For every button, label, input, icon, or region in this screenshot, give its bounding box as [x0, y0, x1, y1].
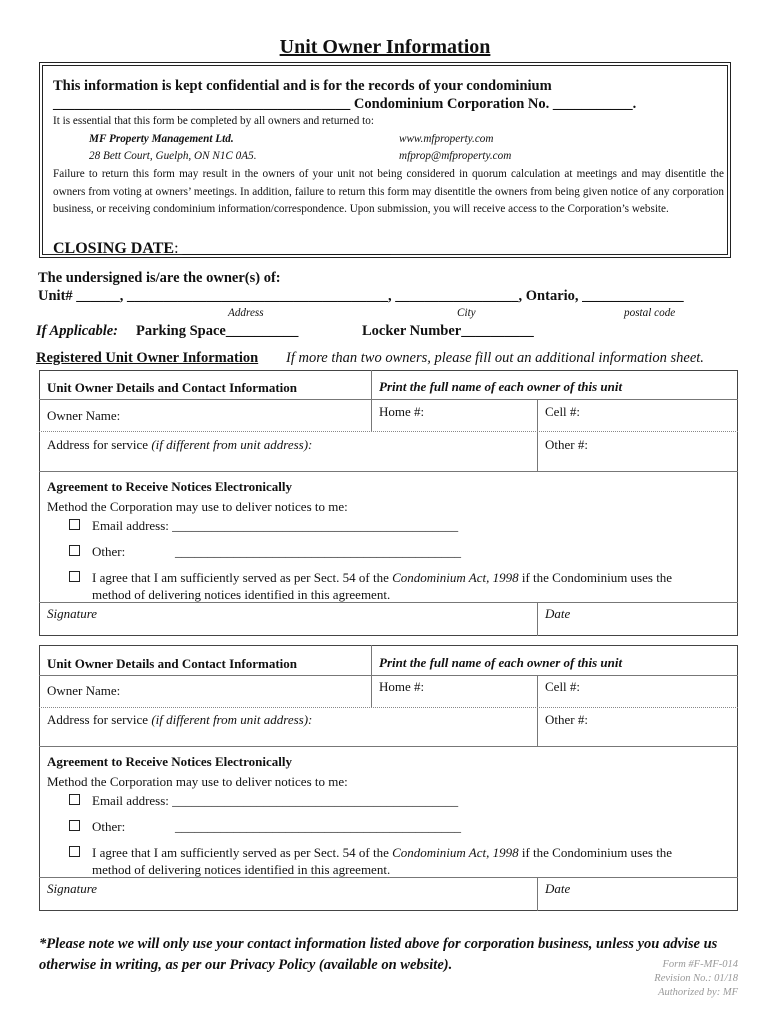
cell-phone-label[interactable]: Cell #: [545, 404, 581, 419]
city-caption: City [457, 307, 476, 319]
address-service-label[interactable] [47, 712, 312, 728]
divider [371, 399, 372, 431]
divider [39, 675, 738, 676]
unit-address-line: Unit# ______, ____________________________________, _________________, Ontario, ______________ [38, 288, 684, 304]
divider [537, 877, 538, 911]
agree-text-end: if the Condominium uses the [518, 570, 673, 585]
divider [39, 602, 738, 603]
corporation-number-line: _________________________________________ Condominium Corporation No. ___________. [53, 96, 637, 112]
act-name: Condominium Act, 1998 [392, 570, 519, 585]
print-name-header: Print the full name of each owner of this unit [379, 655, 623, 670]
divider [371, 370, 372, 399]
home-phone-label[interactable]: Home #: [379, 404, 425, 419]
locker-number-field: Locker Number__________ [362, 323, 534, 339]
info-line-1: This information is kept confidential and is for the records of your condominium [53, 78, 552, 94]
print-name-header: Print the full name of each owner of this unit [379, 379, 623, 394]
other-checkbox[interactable] [69, 820, 80, 831]
agree-text: I agree that I am sufficiently served as per Sect. 54 of the [92, 570, 393, 585]
owner-details-header: Unit Owner Details and Contact Information [47, 380, 298, 395]
other-option[interactable] [69, 819, 125, 835]
method-label: Method the Corporation may use to deliver notices to me: [47, 499, 348, 514]
privacy-footer-note: *Please note we will only use your contact information listed above for corporation business, unless you advise us otherwise in writing, as per our Privacy Policy (available on website). [39, 936, 718, 973]
company-email: mfprop@mfproperty.com [399, 150, 512, 162]
other-checkbox[interactable] [69, 545, 80, 556]
email-option-label: Email address: ____________________________________________ [92, 793, 459, 808]
authorized-by: Authorized by: MF [658, 987, 738, 998]
agree-text-end: if the Condominium uses the [518, 845, 673, 860]
agreement-title: Agreement to Receive Notices Electronically [47, 479, 292, 494]
failure-notice: Failure to return this form may result in the owners of your unit not being considered in quorum calculation at meetings and may disentitle the owners from voting at owners’ meetings. In addition, failure to return this form may disentitle the owners from being given notice of any corporation business, or receiving condominium information/correspondence. Upon submission, you will receive access to the Corporation’s website. [53, 168, 724, 215]
form-metadata [654, 958, 738, 1000]
address-service-text: Address for service [47, 712, 152, 727]
divider [371, 645, 372, 675]
agree-checkbox[interactable] [69, 846, 80, 857]
home-phone-label[interactable]: Home #: [379, 679, 425, 694]
agree-line-2: method of delivering notices identified in this agreement. [92, 587, 391, 602]
divider [39, 431, 738, 432]
other-option-blank[interactable]: ____________________________________________ [175, 819, 461, 834]
divider [537, 602, 538, 636]
closing-date [53, 240, 391, 258]
email-checkbox[interactable] [69, 794, 80, 805]
address-service-note: (if different from unit address): [151, 712, 313, 727]
postal-code-caption: postal code [624, 307, 676, 319]
revision-number: Revision No.: 01/18 [654, 973, 738, 984]
divider [39, 707, 738, 708]
other-option-label: Other: [92, 819, 126, 834]
date-label[interactable]: Date [545, 606, 571, 621]
additional-sheet-note: If more than two owners, please fill out an additional information sheet. [286, 350, 704, 366]
other-phone-label[interactable]: Other #: [545, 712, 588, 727]
owners-intro: The undersigned is/are the owner(s) of: [38, 270, 281, 286]
if-applicable-label: If Applicable: [36, 323, 119, 339]
address-service-label[interactable] [47, 437, 312, 453]
other-option[interactable] [69, 544, 125, 560]
signature-label[interactable]: Signature [47, 606, 98, 621]
agreement-title: Agreement to Receive Notices Electronically [47, 754, 292, 769]
agree-text: I agree that I am sufficiently served as per Sect. 54 of the [92, 845, 393, 860]
divider [537, 399, 538, 471]
other-option-blank[interactable]: ____________________________________________ [175, 544, 461, 559]
return-instruction: It is essential that this form be completed by all owners and returned to: [53, 115, 374, 127]
divider [39, 471, 738, 472]
closing-date-label: CLOSING DATE [53, 240, 175, 257]
owner-details-header: Unit Owner Details and Contact Information [47, 656, 298, 671]
agree-option[interactable] [69, 845, 734, 861]
method-label: Method the Corporation may use to deliver notices to me: [47, 774, 348, 789]
agree-line-2: method of delivering notices identified in this agreement. [92, 862, 391, 877]
email-option[interactable] [69, 793, 458, 809]
address-service-text: Address for service [47, 437, 152, 452]
act-name: Condominium Act, 1998 [392, 845, 519, 860]
agree-option[interactable] [69, 570, 734, 586]
other-phone-label[interactable]: Other #: [545, 437, 588, 452]
email-option[interactable] [69, 518, 458, 534]
page-title: Unit Owner Information [279, 36, 491, 58]
parking-space-field: Parking Space__________ [136, 323, 299, 339]
email-checkbox[interactable] [69, 519, 80, 530]
address-caption: Address [228, 307, 264, 319]
divider [39, 746, 738, 747]
other-option-label: Other: [92, 544, 126, 559]
address-service-note: (if different from unit address): [151, 437, 313, 452]
owner-name-label[interactable]: Owner Name: [47, 683, 121, 698]
divider [371, 675, 372, 707]
cell-phone-label[interactable]: Cell #: [545, 679, 581, 694]
form-number: Form #F-MF-014 [662, 959, 738, 970]
divider [39, 399, 738, 400]
company-website: www.mfproperty.com [399, 133, 494, 145]
divider [537, 675, 538, 746]
email-option-label: Email address: ____________________________________________ [92, 518, 459, 533]
closing-date-blank: : __________________________ [174, 240, 391, 257]
owner-name-label[interactable]: Owner Name: [47, 408, 121, 423]
signature-label[interactable]: Signature [47, 881, 98, 896]
divider [39, 877, 738, 878]
date-label[interactable]: Date [545, 881, 571, 896]
company-name: MF Property Management Ltd. [89, 133, 234, 145]
agree-checkbox[interactable] [69, 571, 80, 582]
company-address: 28 Bett Court, Guelph, ON N1C 0A5. [89, 150, 257, 162]
registered-owner-heading: Registered Unit Owner Information [36, 350, 259, 366]
